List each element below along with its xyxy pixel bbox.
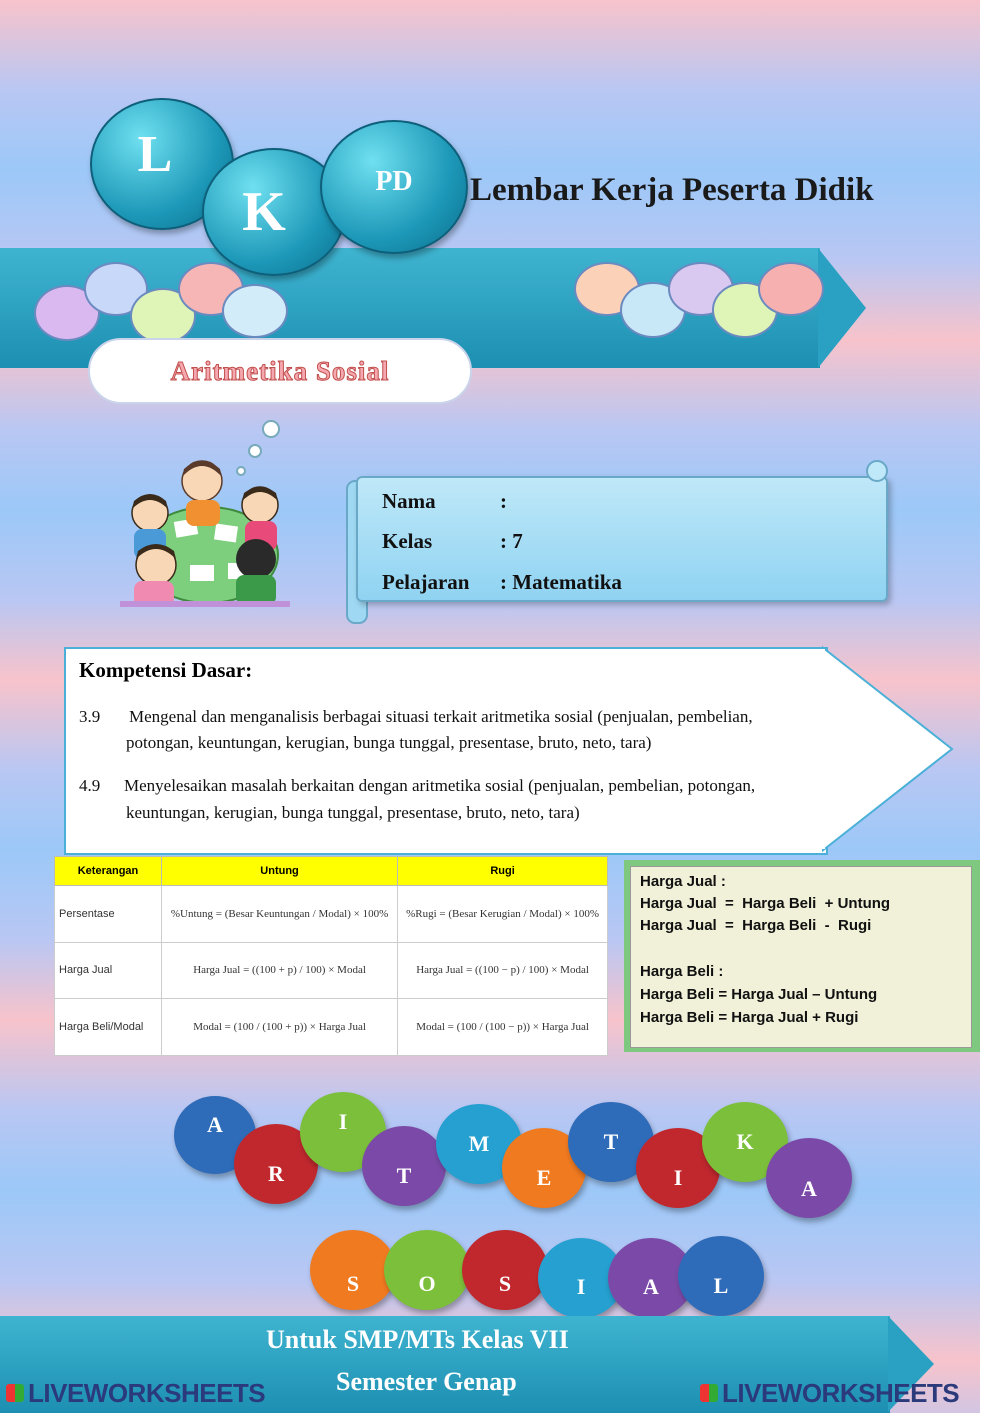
kd-item-text: Mengenal dan menganalisis berbagai situasi terkait aritmetika sosial (penjualan, pembelian, [129,707,753,726]
page-title: Lembar Kerja Peserta Didik [470,172,874,208]
harga-line: Harga Beli = Harga Jual – Untung [640,986,878,1003]
table-cell: %Rugi = (Besar Kerugian / Modal) × 100% [398,886,608,943]
kd-item-text: potongan, keuntungan, kerugian, bunga tunggal, presentase, bruto, neto, tara) [126,733,652,752]
table-header: Untung [162,857,398,886]
letter: I [673,1165,683,1190]
harga-line: Harga Beli : [640,963,724,980]
letter: S [346,1271,360,1296]
table-row [55,942,608,999]
nama-value[interactable]: : [500,489,507,513]
footer-semester-text: Semester Genap [336,1367,517,1396]
letter: I [338,1109,348,1134]
pelajaran-label: Pelajaran [382,570,470,594]
bubble-k-text: K [242,181,286,243]
letter: T [396,1163,412,1188]
harga-line: Harga Jual = Harga Beli + Untung [640,895,891,912]
info-scroll-curl [866,460,888,482]
letter: M [468,1131,490,1156]
pelajaran-value: : Matematika [500,570,622,594]
letter-bubble [678,1236,764,1316]
kd-item-number: 4.9 [79,776,101,795]
decor-bubble [222,284,288,338]
table-cell: Harga Jual = ((100 + p) / 100) × Modal [162,942,398,999]
letter: E [536,1165,552,1190]
table-cell-label: Harga Jual [55,942,162,999]
table-row [55,886,608,943]
letter-bubble [362,1126,446,1206]
bubble-pd [320,120,468,254]
kompetensi-box-arrow [822,645,957,853]
table-header: Rugi [398,857,608,886]
bubble-pd-text: PD [375,166,413,197]
liveworksheets-logo-icon [6,1384,24,1402]
liveworksheets-brand-left[interactable]: LIVEWORKSHEETS [28,1378,266,1408]
table-cell: Modal = (100 / (100 + p)) × Harga Jual [162,999,398,1056]
kd-item-text: Menyelesaikan masalah berkaitan dengan aritmetika sosial (penjualan, pembelian, potongan, [124,776,756,795]
table-cell-label: Harga Beli/Modal [55,999,162,1056]
letter: L [713,1273,729,1298]
letter: T [603,1129,619,1154]
table-cell: Modal = (100 / (100 − p)) × Harga Jual [398,999,608,1056]
topic-cloud [88,338,472,404]
kompetensi-title: Kompetensi Dasar: [79,658,253,682]
table-header-row [55,857,608,886]
harga-line: Harga Beli = Harga Jual + Rugi [640,1009,859,1026]
thought-dot [262,420,280,438]
decor-bubble [758,262,824,316]
letter: A [207,1112,223,1137]
harga-line: Harga Jual = Harga Beli - Rugi [640,917,872,934]
letter: R [268,1161,284,1186]
students-illustration [120,455,290,610]
bubble-l-text: L [137,125,173,183]
harga-line: Harga Jual : [640,873,726,890]
kelas-value: : 7 [500,529,523,553]
table-cell: %Untung = (Besar Keuntungan / Modal) × 100% [162,886,398,943]
letter: K [736,1129,754,1154]
letter: O [418,1271,436,1296]
rumus-table [54,856,608,1056]
nama-label: Nama [382,489,436,513]
liveworksheets-logo-icon [700,1384,718,1402]
kd-item-text: keuntungan, kerugian, bunga tunggal, presentase, bruto, neto, tara) [126,803,580,822]
header-ribbon-tip [818,248,866,368]
footer-class-text: Untuk SMP/MTs Kelas VII [266,1325,569,1354]
table-cell: Harga Jual = ((100 − p) / 100) × Modal [398,942,608,999]
topic-title: Aritmetika Sosial [170,355,390,386]
table-cell-label: Persentase [55,886,162,943]
letter-bubble [766,1138,852,1218]
letter-bubble [462,1230,548,1310]
letter: I [576,1274,586,1299]
letter: A [801,1176,817,1201]
kelas-label: Kelas [382,529,433,553]
letter: S [498,1271,512,1296]
liveworksheets-brand-right[interactable]: LIVEWORKSHEETS [722,1378,960,1408]
table-row [55,999,608,1056]
letter-bubble [384,1230,470,1310]
kd-item-number: 3.9 [79,707,101,726]
letter: A [643,1274,659,1299]
table-header: Keterangan [55,857,162,886]
